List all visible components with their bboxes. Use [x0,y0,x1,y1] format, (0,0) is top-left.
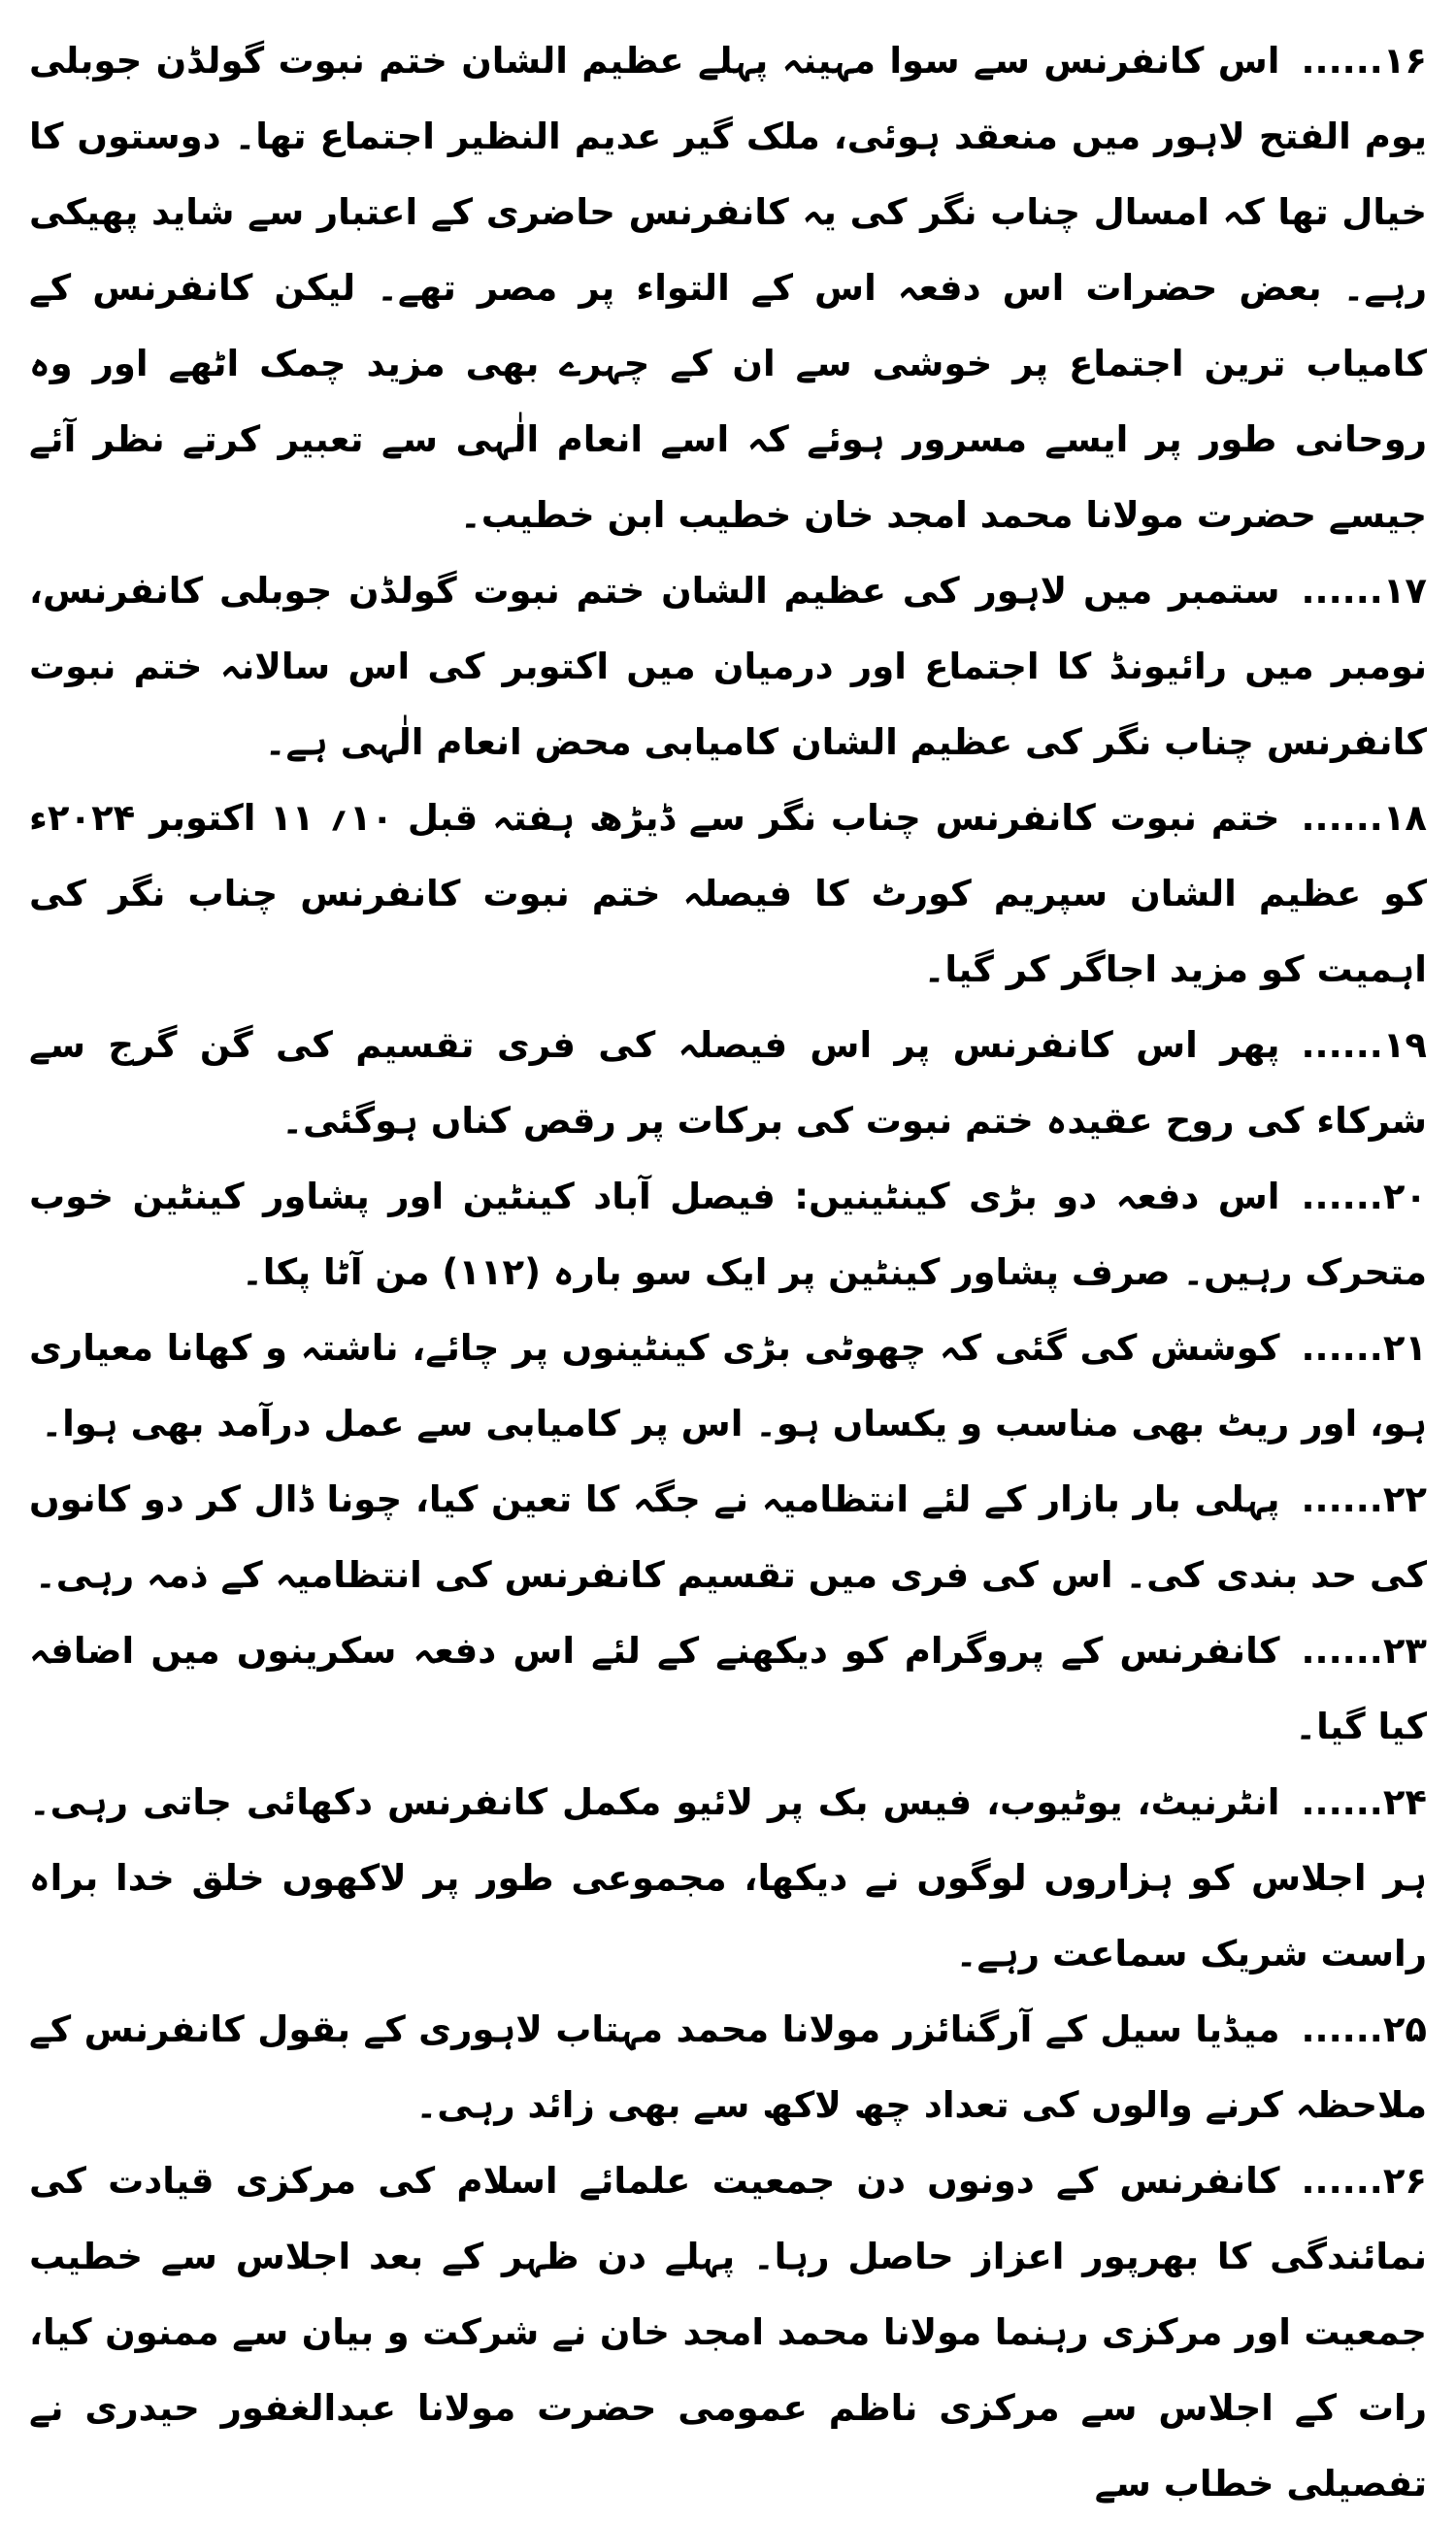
list-item-20 [29,1159,1427,1311]
item-dots: ...... [1301,1478,1383,1520]
list-item-25 [29,1992,1427,2143]
item-dots: ...... [1301,2160,1383,2202]
item-text: ستمبر میں لاہور کی عظیم الشان ختم نبوت گولڈن جوبلی کانفرنس، نومبر میں رائیونڈ کا اجتماع اور درمیان میں اکتوبر کی اس سالانہ ختم نبوت کانفرنس چناب نگر کی عظیم الشان کامیابی محض انعام الٰہی ہے۔ [29,570,1427,763]
list-item-26 [29,2143,1427,2522]
item-number [1301,1311,1427,1386]
item-number-value: ۱۹ [1382,1024,1427,1066]
item-number-value: ۲۰ [1382,1176,1427,1217]
item-dots: ...... [1301,2008,1383,2050]
item-number-value: ۱۸ [1382,797,1427,839]
item-text: میڈیا سیل کے آرگنائزر مولانا محمد مہتاب لاہوری کے بقول کانفرنس کے ملاحظہ کرنے والوں کی تعداد چھ لاکھ سے بھی زائد رہی۔ [29,2008,1427,2126]
item-number-value: ۱۷ [1382,570,1427,612]
list-item-17 [29,553,1427,780]
item-text: کانفرنس کے دونوں دن جمعیت علمائے اسلام کی مرکزی قیادت کی نمائندگی کا بھرپور اعزاز حاصل رہا۔ پہلے دن ظہر کے بعد اجلاس سے خطیب جمعیت اور مرکزی رہنما مولانا محمد امجد خان نے شرکت و بیان سے ممنون کیا، رات کے اجلاس سے مرکزی ناظم عمومی حضرت مولانا عبدالغفور حیدری نے تفصیلی خطاب سے [29,2160,1427,2505]
item-dots: ...... [1301,1781,1383,1823]
item-number [1301,1159,1427,1235]
item-number-value: ۲۲ [1382,1478,1427,1520]
item-dots: ...... [1301,1327,1383,1369]
list-item-24 [29,1765,1427,1992]
item-dots: ...... [1301,1630,1383,1672]
item-dots: ...... [1301,797,1383,839]
item-number [1301,1992,1427,2068]
item-number-value: ۱۶ [1382,40,1427,82]
item-text: اس کانفرنس سے سوا مہینہ پہلے عظیم الشان ختم نبوت گولڈن جوبلی یوم الفتح لاہور میں منعقد ہوئی، ملک گیر عدیم النظیر اجتماع تھا۔ دوستوں کا خیال تھا کہ امسال چناب نگر کی یہ کانفرنس حاضری کے اعتبار سے شاید پھیکی رہے۔ بعض حضرات اس دفعہ اس کے التواء پر مصر تھے۔ لیکن کانفرنس کے کامیاب ترین اجتماع پر خوشی سے ان کے چہرے بھی مزید چمک اٹھے اور وہ روحانی طور پر ایسے مسرور ہوئے کہ اسے انعام الٰہی سے تعبیر کرتے نظر آئے جیسے حضرت مولانا محمد امجد خان خطیب ابن خطیب۔ [29,40,1427,536]
item-number [1301,23,1427,99]
item-number-value: ۲۱ [1382,1327,1427,1369]
item-text: ختم نبوت کانفرنس چناب نگر سے ڈیڑھ ہفتہ قبل ۱۰؍ ۱۱ اکتوبر ۲۰۲۴ء کو عظیم الشان سپریم کورٹ کا فیصلہ ختم نبوت کانفرنس چناب نگر کی اہمیت کو مزید اجاگر کر گیا۔ [29,797,1427,990]
item-dots: ...... [1301,40,1383,82]
item-text: اس دفعہ دو بڑی کینٹینیں: فیصل آباد کینٹین اور پشاور کینٹین خوب متحرک رہیں۔ صرف پشاور کینٹین پر ایک سو بارہ (۱۱۲) من آٹا پکا۔ [29,1176,1427,1293]
item-text: کوشش کی گئی کہ چھوٹی بڑی کینٹینوں پر چائے، ناشتہ و کھانا معیاری ہو، اور ریٹ بھی مناسب و یکساں ہو۔ اس پر کامیابی سے عمل درآمد بھی ہوا۔ [29,1327,1427,1444]
item-number [1301,780,1427,856]
list-item-18 [29,780,1427,1008]
item-dots: ...... [1301,1176,1383,1217]
list-item-22 [29,1462,1427,1613]
list-item-23 [29,1613,1427,1765]
item-number [1301,1008,1427,1083]
item-number-value: ۲۵ [1382,2008,1427,2050]
item-number [1301,1613,1427,1689]
item-number [1301,1462,1427,1538]
item-dots: ...... [1301,570,1383,612]
list-item-19 [29,1008,1427,1159]
item-text: انٹرنیٹ، یوٹیوب، فیس بک پر لائیو مکمل کانفرنس دکھائی جاتی رہی۔ ہر اجلاس کو ہزاروں لوگوں نے دیکھا، مجموعی طور پر لاکھوں خلق خدا براہ راست شریک سماعت رہے۔ [29,1781,1427,1974]
item-text: پھر اس کانفرنس پر اس فیصلہ کی فری تقسیم کی گن گرج سے شرکاء کی روح عقیدہ ختم نبوت کی برکات پر رقص کناں ہوگئی۔ [29,1024,1427,1142]
item-number-value: ۲۳ [1382,1630,1427,1672]
item-dots: ...... [1301,1024,1383,1066]
item-number-value: ۲۴ [1382,1781,1427,1823]
list-item-16 [29,23,1427,553]
item-number [1301,553,1427,629]
item-number-value: ۲۶ [1382,2160,1427,2202]
item-text: پہلی بار بازار کے لئے انتظامیہ نے جگہ کا تعین کیا، چونا ڈال کر دو کانوں کی حد بندی کی۔ اس کی فری میں تقسیم کانفرنس کی انتظامیہ کے ذمہ رہی۔ [29,1478,1427,1596]
item-number [1301,1765,1427,1841]
item-text: کانفرنس کے پروگرام کو دیکھنے کے لئے اس دفعہ سکرینوں میں اضافہ کیا گیا۔ [29,1630,1427,1747]
list-item-21 [29,1311,1427,1462]
item-number [1301,2143,1427,2219]
